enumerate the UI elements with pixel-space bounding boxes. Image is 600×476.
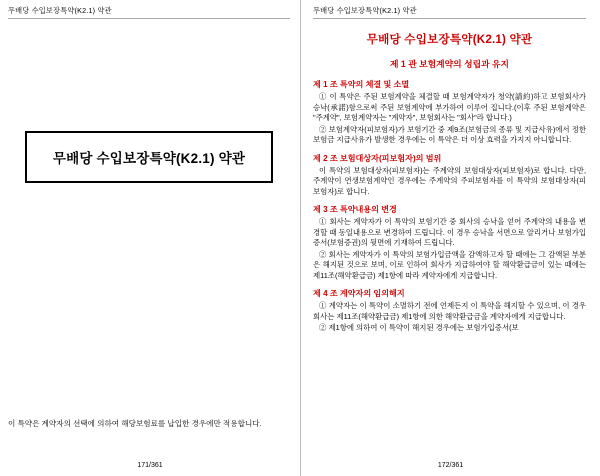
page-number-left: 171/361 — [137, 462, 163, 469]
running-head-right: 무배당 수입보장특약(K2.1) 약관 — [313, 6, 417, 15]
article-heading: 제 4 조 계약자의 임의해지 — [313, 289, 405, 299]
header-divider-right — [313, 18, 586, 19]
article-paragraph: ② 보험계약자(피보험자)가 보험기간 중 제9조(보험금의 종류 및 지급사유)에서 정한 보험금 지급사유가 발생한 경우에는 이 특약은 더 이상 효력을 가지지 아니합니다. — [313, 124, 586, 145]
article-paragraph: 이 특약의 보험대상자(피보험자)는 주계약의 보험대상자(피보험자)로 합니다. 다만, 주계약이 연생보험계약인 경우에는 주계약의 주피보험자를 이 특약의 보험대상자(피보험자)로 합니다. — [313, 165, 586, 196]
cover-title-box — [25, 131, 273, 183]
cover-title-text: 무배당 수입보장특약(K2.1) 약관 — [52, 151, 246, 166]
article-heading: 제 1 조 특약의 체결 및 소멸 — [313, 80, 410, 89]
cover-title-container — [8, 131, 290, 183]
article-paragraph: ① 계약자는 이 특약이 소멸하기 전에 언제든지 이 특약을 해지할 수 있으며, 이 경우 회사는 제11조(해약환급금) 제1항에 의한 해약환급금을 계약자에게 지급합니다. — [313, 301, 586, 321]
article — [313, 288, 586, 334]
document-title: 무배당 수입보장특약(K2.1) 약관 — [366, 33, 533, 46]
header-divider-left — [8, 18, 290, 19]
running-head-left: 무배당 수입보장특약(K2.1) 약관 — [8, 6, 112, 15]
article-paragraph: ② 제1항에 의하여 이 특약이 해지된 경우에는 보험가입증서(보 — [319, 323, 519, 333]
article-heading: 제 2 조 보험대상자(피보험자)의 범위 — [313, 153, 442, 163]
chapter-heading: 제 1 관 보험계약의 성립과 유지 — [389, 59, 510, 69]
cover-footnote: 이 특약은 계약자의 선택에 의하여 해당보험료를 납입한 경우에만 적용합니다. — [8, 419, 262, 428]
article — [313, 204, 586, 281]
page-number-right: 172/361 — [437, 462, 464, 469]
article-paragraph: ② 회사는 계약자가 이 특약의 보험가입금액을 감액하고자 할 때에는 그 감액된 부분은 해지된 것으로 보며, 이로 인하여 회사가 지급하여야 할 해약환급금이 있는 때에는 제11조(해약환급금) 제1항에 따라 계약자에게 지급합니다. — [313, 249, 586, 280]
article-paragraph: ① 이 특약은 주된 보험계약을 체결할 때 보험계약자가 청약(請約)하고 보험회사가 승낙(承諾)함으로써 주된 보험계약에 부가하여 이루어 집니다.(이후 주된 보험계약은 "주계약", 보험계약자는 "계약자", 보험회사는 "회사"라 합니다.) — [313, 92, 586, 123]
article — [313, 79, 586, 146]
article-heading: 제 3 조 특약내용의 변경 — [313, 205, 397, 215]
page-right — [300, 0, 600, 476]
article — [313, 153, 586, 198]
article-paragraph: ① 회사는 계약자가 이 특약의 보험기간 중 회사의 승낙을 얻어 주계약의 내용을 변경할 때 동일내용으로 변경하여 드립니다. 이 경우 승낙을 서면으로 알리거나 보험가입증서(보험증권)의 뒷면에 기재하여 드립니다. — [313, 217, 586, 248]
